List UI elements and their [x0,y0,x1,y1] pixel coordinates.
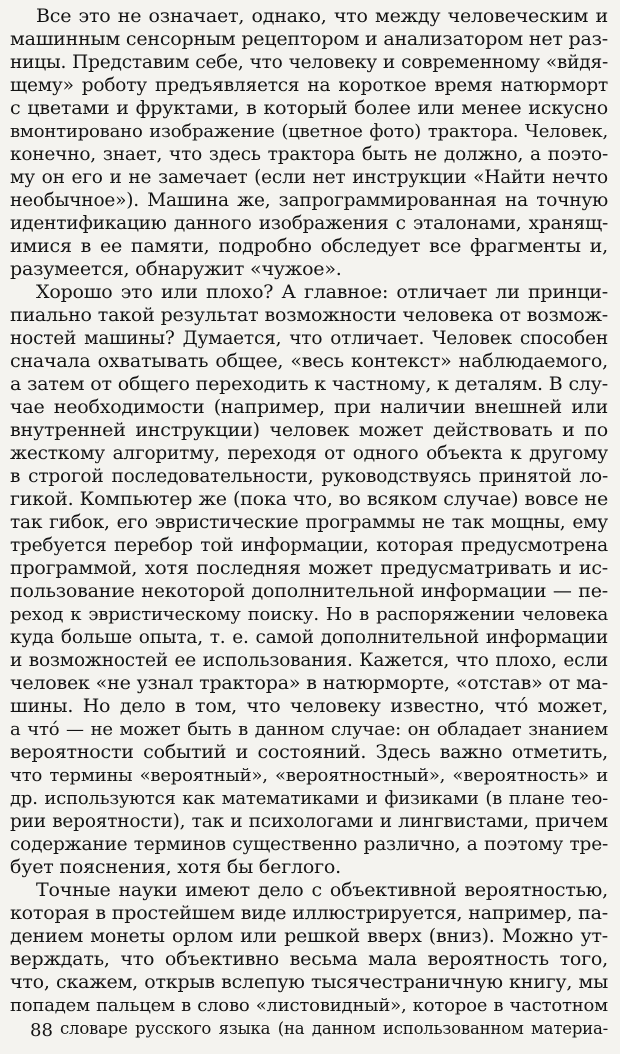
text-line: шины. Но дело в том, что человеку известно, чтó может, [10,695,608,717]
page-number: 88 [30,1020,53,1041]
text-line: внутренней инструкции) человек может действовать и по [10,419,608,441]
text-line: вероятности событий и состояний. Здесь важно отметить, [10,741,608,763]
text-line: необычное»). Машина же, запрограммированная на точную [10,190,608,211]
text-line: содержание терминов существенно различно, а поэтому тре- [10,834,608,855]
text-line: которая в простейшем виде иллюстрируется, например, па- [10,902,608,924]
text-line: Все это не означает, однако, что между человеческим и [36,5,608,27]
text-line: программой, хотя последняя может предусматривать и ис- [10,557,608,579]
text-line: требуется перебор той информации, которая предусмотрена [10,535,608,556]
text-line: му он его и не замечает (если нет инструкции «Найти нечто [10,167,608,188]
text-line: конечно, знает, что здесь трактора быть не должно, а поэто- [10,144,608,165]
text-line: машинным сенсорным рецептором и анализатором нет раз- [10,28,608,50]
text-line: так гибок, его эвристические программы не так мощны, ему [10,512,608,533]
text-line: рии вероятности), так и психологами и лингвистами, причем [10,811,608,832]
text-line: ностей машины? Думается, что отличает. Человек способен [10,328,608,349]
text-line: куда больше опыта, т. е. самой дополнительной информации [10,627,608,648]
text-line: с цветами и фруктами, в который более или менее искусно [10,97,608,119]
text-line: Точные науки имеют дело с объективной вероятностью, [36,879,608,901]
text-line: сначала охватывать общее, «весь контекст» наблюдаемого, [10,350,608,372]
text-line: и возможностей ее использования. Кажется, что плохо, если [10,650,608,671]
text-line: верждать, что объективно весьма мала вероятность того, [10,948,608,970]
text-line: пиально такой результат возможности человека от возмож- [10,304,608,326]
text-line: др. используются как математиками и физиками (в плане тео- [10,788,608,809]
text-line: бует пояснения, хотя бы беглого. [10,856,341,878]
text-line: пользование некоторой дополнительной информации — пе- [10,580,608,602]
text-line: человек «не узнал трактора» в натюрморте, «отстав» от ма- [10,672,608,694]
text-line: гикой. Компьютер же (пока что, во всяком случае) вовсе не [10,488,608,510]
text-line: дением монеты орлом или решкой вверх (вниз). Можно ут- [10,925,608,947]
text-line: попадем пальцем в слово «листовидный», которое в частотном [10,995,608,1016]
text-line: щему» роботу предъявляется на короткое время натюрморт [10,75,608,96]
text-line: разумеется, обнаружит «чужое». [10,258,342,280]
text-line: чае необходимости (например, при наличии внешней или [10,396,608,418]
text-line: реход к эвристическому поиску. Но в распоряжении человека [10,604,608,625]
text-line: а чтó — не может быть в данном случае: он обладает знанием [10,719,608,740]
text-line: в строгой последовательности, руководствуясь принятой ло- [10,466,608,487]
text-line: идентификацию данного изображения с эталонами, хранящ- [10,213,608,234]
text-line: ницы. Представим себе, что человеку и современному «вйдя- [10,52,608,73]
text-line: что термины «вероятный», «вероятностный», «вероятность» и [10,765,608,786]
text-line: а затем от общего переходить к частному, к деталям. В слу- [10,373,608,395]
text-line: словаре русского языка (на данном использованном материа- [60,1019,608,1038]
text-line: имися в ее памяти, подробно обследует все фрагменты и, [10,235,608,257]
text-line: вмонтировано изображение (цветное фото) трактора. Человек, [10,121,608,142]
text-line: что, скажем, открыв вслепую тысячестраничную книгу, мы [10,971,608,993]
text-line: Хорошо это или плохо? А главное: отличает ли принци- [36,281,608,303]
text-line: жесткому алгоритму, переходя от одного объекта к другому [10,443,608,464]
